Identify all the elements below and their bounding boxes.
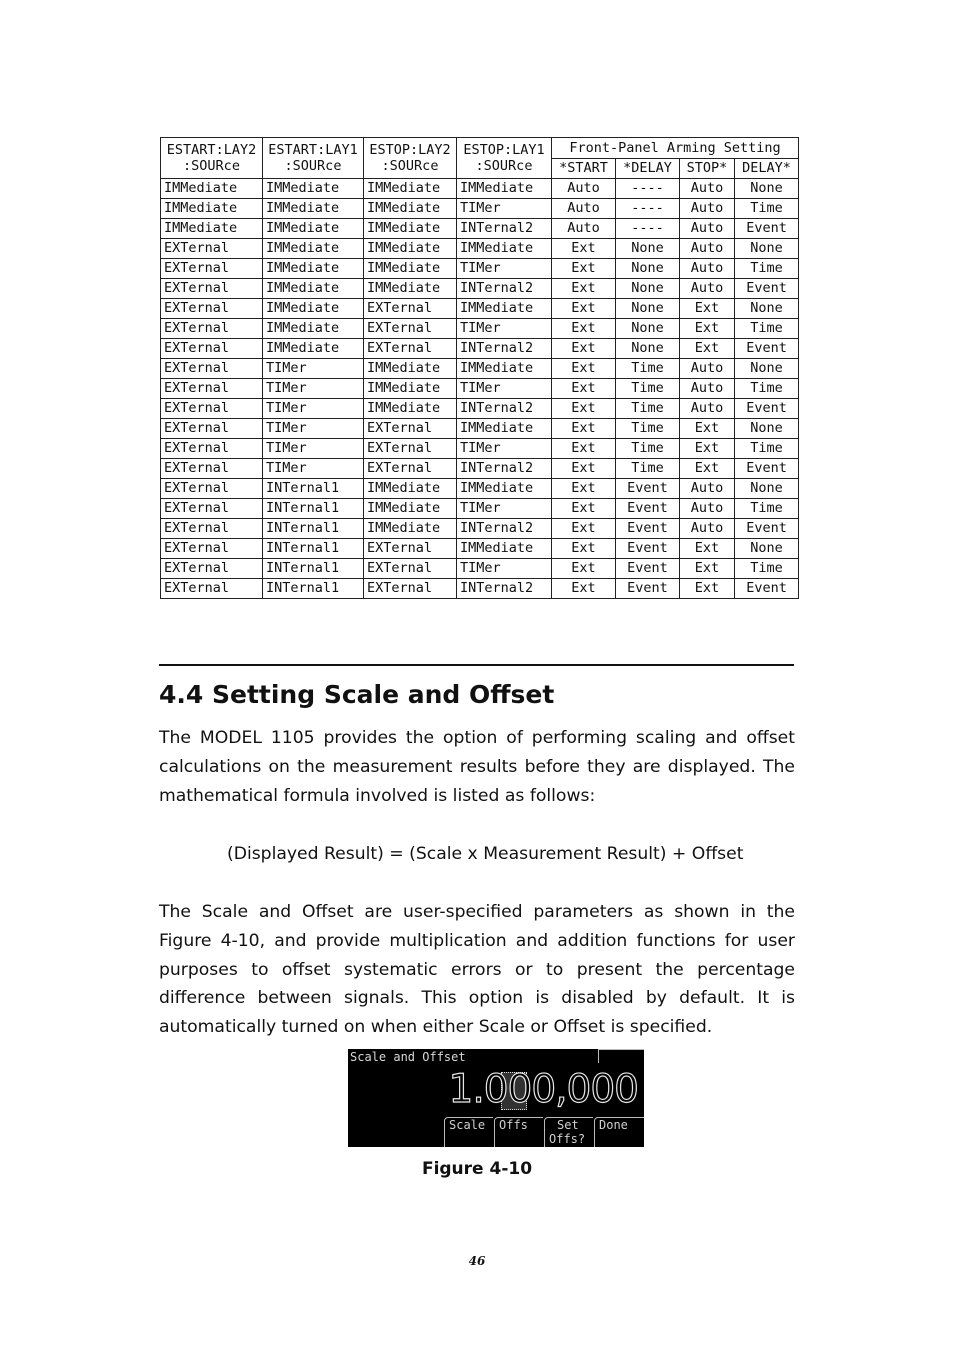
table-cell: IMMediate <box>263 299 364 319</box>
header-line: ESTOP:LAY2 <box>369 142 451 158</box>
header-line: ESTART:LAY1 <box>268 142 358 158</box>
table-cell: None <box>735 539 799 559</box>
table-cell: Auto <box>680 179 735 199</box>
table-cell: IMMediate <box>263 199 364 219</box>
table-cell: Ext <box>552 539 616 559</box>
table-cell: Ext <box>680 559 735 579</box>
table-cell: Auto <box>680 359 735 379</box>
lcd-title-bracket <box>598 1049 644 1063</box>
table-cell: Ext <box>552 339 616 359</box>
arming-table-header <box>161 138 799 179</box>
table-cell: IMMediate <box>364 279 457 299</box>
header-start: *START <box>552 158 616 179</box>
table-cell: IMMediate <box>263 259 364 279</box>
table-cell: IMMediate <box>161 199 263 219</box>
table-cell: IMMediate <box>263 239 364 259</box>
table-cell: EXTernal <box>161 579 263 599</box>
table-cell: EXTernal <box>161 459 263 479</box>
table-cell: Ext <box>680 459 735 479</box>
table-cell: EXTernal <box>161 499 263 519</box>
table-cell: Auto <box>552 219 616 239</box>
table-cell: None <box>735 239 799 259</box>
header-estop-lay1 <box>457 138 552 179</box>
table-cell: EXTernal <box>364 319 457 339</box>
table-cell: IMMediate <box>457 239 552 259</box>
table-cell: EXTernal <box>161 259 263 279</box>
table-cell: EXTernal <box>161 519 263 539</box>
table-row <box>161 479 799 499</box>
softkey-offs <box>494 1117 543 1147</box>
table-cell: Event <box>616 499 680 519</box>
table-cell: Auto <box>680 219 735 239</box>
softkey-label: Offs? <box>549 1132 586 1146</box>
table-row <box>161 299 799 319</box>
formula: (Displayed Result) = (Scale x Measurement Result) + Offset <box>227 844 744 864</box>
header-front-panel-arming: Front-Panel Arming Setting <box>552 138 799 159</box>
table-row <box>161 219 799 239</box>
softkey-set-offs <box>544 1117 593 1147</box>
table-cell: IMMediate <box>457 419 552 439</box>
table-cell: INTernal1 <box>263 519 364 539</box>
table-cell: Ext <box>680 439 735 459</box>
table-cell: ---- <box>616 199 680 219</box>
table-cell: EXTernal <box>364 439 457 459</box>
table-cell: EXTernal <box>161 379 263 399</box>
table-cell: None <box>616 259 680 279</box>
table-cell: Event <box>735 399 799 419</box>
table-row <box>161 259 799 279</box>
table-cell: Ext <box>552 259 616 279</box>
table-cell: Auto <box>680 259 735 279</box>
lcd-screen-figure <box>348 1049 644 1147</box>
table-cell: EXTernal <box>161 419 263 439</box>
header-estart-lay2 <box>161 138 263 179</box>
section-heading: 4.4 Setting Scale and Offset <box>159 680 555 709</box>
table-cell: IMMediate <box>263 279 364 299</box>
table-row <box>161 459 799 479</box>
table-cell: Ext <box>552 239 616 259</box>
table-cell: Time <box>735 259 799 279</box>
table-cell: TIMer <box>457 259 552 279</box>
table-cell: Time <box>616 419 680 439</box>
figure-caption: Figure 4-10 <box>421 1159 533 1179</box>
table-cell: EXTernal <box>161 279 263 299</box>
table-cell: None <box>735 479 799 499</box>
table-cell: Time <box>616 359 680 379</box>
header-line: :SOURce <box>183 158 240 174</box>
arming-table-body <box>161 179 799 599</box>
table-cell: None <box>735 359 799 379</box>
table-cell: TIMer <box>263 399 364 419</box>
table-row <box>161 319 799 339</box>
table-cell: Ext <box>680 539 735 559</box>
header-line: ESTOP:LAY1 <box>463 142 545 158</box>
table-cell: EXTernal <box>364 419 457 439</box>
table-cell: Time <box>735 319 799 339</box>
table-cell: Ext <box>552 439 616 459</box>
lcd-scale-value: 1.000,000 <box>448 1067 638 1112</box>
table-cell: IMMediate <box>161 179 263 199</box>
table-cell: TIMer <box>457 499 552 519</box>
table-cell: IMMediate <box>263 319 364 339</box>
table-cell: Ext <box>680 299 735 319</box>
table-cell: INTernal2 <box>457 519 552 539</box>
table-cell: IMMediate <box>364 359 457 379</box>
table-cell: Time <box>735 559 799 579</box>
table-cell: Ext <box>552 479 616 499</box>
table-cell: Ext <box>680 579 735 599</box>
table-cell: IMMediate <box>364 499 457 519</box>
table-cell: Ext <box>552 299 616 319</box>
table-cell: Event <box>735 519 799 539</box>
table-cell: Auto <box>680 199 735 219</box>
table-row <box>161 579 799 599</box>
table-cell: INTernal2 <box>457 399 552 419</box>
table-cell: IMMediate <box>457 539 552 559</box>
table-cell: IMMediate <box>457 179 552 199</box>
softkey-label: Set <box>557 1118 579 1132</box>
table-cell: Ext <box>552 279 616 299</box>
table-cell: Auto <box>680 399 735 419</box>
table-cell: Ext <box>552 419 616 439</box>
table-cell: Auto <box>680 519 735 539</box>
table-cell: Auto <box>680 379 735 399</box>
table-cell: ---- <box>616 219 680 239</box>
table-cell: EXTernal <box>161 439 263 459</box>
table-cell: None <box>616 299 680 319</box>
table-cell: Time <box>735 379 799 399</box>
table-cell: Event <box>616 539 680 559</box>
table-cell: EXTernal <box>364 459 457 479</box>
table-cell: IMMediate <box>364 479 457 499</box>
table-cell: Event <box>616 479 680 499</box>
table-cell: None <box>616 319 680 339</box>
arming-table <box>160 137 799 599</box>
table-cell: TIMer <box>263 359 364 379</box>
table-cell: Auto <box>680 279 735 299</box>
header-delay: *DELAY <box>616 158 680 179</box>
table-row <box>161 239 799 259</box>
table-cell: Event <box>616 519 680 539</box>
header-line: :SOURce <box>284 158 342 174</box>
table-cell: Auto <box>680 479 735 499</box>
table-cell: IMMediate <box>364 399 457 419</box>
table-cell: None <box>735 179 799 199</box>
table-cell: EXTernal <box>161 559 263 579</box>
table-cell: TIMer <box>457 379 552 399</box>
table-cell: Ext <box>552 359 616 379</box>
table-cell: Ext <box>680 319 735 339</box>
table-cell: EXTernal <box>161 399 263 419</box>
table-cell: IMMediate <box>263 339 364 359</box>
table-cell: None <box>616 239 680 259</box>
table-cell: EXTernal <box>161 479 263 499</box>
table-cell: TIMer <box>263 439 364 459</box>
table-cell: IMMediate <box>263 219 364 239</box>
table-row <box>161 559 799 579</box>
table-row <box>161 199 799 219</box>
table-row <box>161 519 799 539</box>
table-cell: IMMediate <box>457 359 552 379</box>
page-number: 46 <box>468 1254 486 1268</box>
table-cell: EXTernal <box>161 319 263 339</box>
softkey-label: Offs <box>499 1118 528 1132</box>
table-row <box>161 279 799 299</box>
softkey-label: Scale <box>449 1118 486 1132</box>
table-cell: IMMediate <box>364 259 457 279</box>
header-line: :SOURce <box>381 158 439 174</box>
table-cell: INTernal2 <box>457 459 552 479</box>
table-cell: Auto <box>680 499 735 519</box>
table-cell: Ext <box>680 339 735 359</box>
table-row <box>161 499 799 519</box>
table-cell: INTernal1 <box>263 539 364 559</box>
table-cell: Ext <box>552 579 616 599</box>
header-line: :SOURce <box>475 158 533 174</box>
table-cell: EXTernal <box>364 299 457 319</box>
table-cell: Auto <box>552 199 616 219</box>
table-cell: Event <box>735 339 799 359</box>
table-row <box>161 179 799 199</box>
header-stop: STOP* <box>680 158 735 179</box>
table-cell: EXTernal <box>161 359 263 379</box>
table-cell: INTernal2 <box>457 339 552 359</box>
table-cell: Ext <box>552 499 616 519</box>
description-paragraph: The Scale and Offset are user-specified parameters as shown in the Figure 4-10, and provide multiplication and addition functions for user purposes to offset systematic errors or to present the percentage difference between signals. This option is disabled by default. It is automatically turned on when either Scale or Offset is specified. <box>159 902 795 1038</box>
table-cell: Event <box>735 579 799 599</box>
table-cell: EXTernal <box>364 539 457 559</box>
table-cell: Event <box>616 579 680 599</box>
section-divider <box>159 664 794 666</box>
table-cell: Ext <box>552 399 616 419</box>
table-row <box>161 439 799 459</box>
table-cell: IMMediate <box>364 239 457 259</box>
table-cell: Time <box>735 499 799 519</box>
table-cell: Time <box>616 399 680 419</box>
table-cell: IMMediate <box>457 479 552 499</box>
table-row <box>161 419 799 439</box>
table-cell: Time <box>735 199 799 219</box>
table-cell: Event <box>735 459 799 479</box>
table-cell: INTernal2 <box>457 279 552 299</box>
table-cell: TIMer <box>457 559 552 579</box>
table-cell: TIMer <box>457 319 552 339</box>
table-cell: TIMer <box>263 419 364 439</box>
intro-paragraph: The MODEL 1105 provides the option of performing scaling and offset calculations on the measurement results before they are displayed. The mathematical formula involved is listed as follows: <box>159 728 795 806</box>
table-cell: EXTernal <box>364 339 457 359</box>
table-cell: INTernal1 <box>263 579 364 599</box>
table-cell: TIMer <box>457 439 552 459</box>
table-cell: Time <box>616 459 680 479</box>
table-cell: Ext <box>680 419 735 439</box>
table-cell: Ext <box>552 559 616 579</box>
table-cell: IMMediate <box>161 219 263 239</box>
header-estart-lay1 <box>263 138 364 179</box>
table-cell: Auto <box>552 179 616 199</box>
table-row <box>161 339 799 359</box>
table-cell: Event <box>616 559 680 579</box>
table-cell: EXTernal <box>161 539 263 559</box>
table-cell: None <box>735 299 799 319</box>
table-cell: Ext <box>552 379 616 399</box>
softkey-done <box>594 1117 644 1147</box>
table-cell: TIMer <box>263 459 364 479</box>
table-cell: INTernal2 <box>457 219 552 239</box>
table-cell: INTernal1 <box>263 499 364 519</box>
table-cell: Time <box>616 379 680 399</box>
table-cell: Time <box>616 439 680 459</box>
table-cell: IMMediate <box>364 199 457 219</box>
table-cell: Ext <box>552 519 616 539</box>
table-cell: Ext <box>552 459 616 479</box>
table-cell: None <box>616 279 680 299</box>
table-row <box>161 539 799 559</box>
table-cell: EXTernal <box>161 299 263 319</box>
table-cell: Event <box>735 219 799 239</box>
table-row <box>161 399 799 419</box>
table-cell: Auto <box>680 239 735 259</box>
table-cell: None <box>616 339 680 359</box>
lcd-screen-title: Scale and Offset <box>350 1050 466 1064</box>
table-cell: Time <box>735 439 799 459</box>
header-estop-lay2 <box>364 138 457 179</box>
table-cell: Ext <box>552 319 616 339</box>
table-cell: TIMer <box>263 379 364 399</box>
header-line: ESTART:LAY2 <box>166 142 257 158</box>
table-cell: EXTernal <box>161 339 263 359</box>
table-cell: ---- <box>616 179 680 199</box>
table-cell: IMMediate <box>263 179 364 199</box>
table-cell: EXTernal <box>364 559 457 579</box>
table-cell: IMMediate <box>364 379 457 399</box>
table-cell: EXTernal <box>161 239 263 259</box>
table-cell: IMMediate <box>364 519 457 539</box>
softkey-label: Done <box>599 1118 628 1132</box>
table-row <box>161 359 799 379</box>
table-cell: IMMediate <box>364 179 457 199</box>
table-cell: Event <box>735 279 799 299</box>
table-cell: INTernal1 <box>263 559 364 579</box>
table-cell: INTernal1 <box>263 479 364 499</box>
header-delay-end: DELAY* <box>735 158 799 179</box>
table-cell: None <box>735 419 799 439</box>
table-cell: IMMediate <box>364 219 457 239</box>
table-cell: IMMediate <box>457 299 552 319</box>
table-row <box>161 379 799 399</box>
table-cell: INTernal2 <box>457 579 552 599</box>
softkey-scale <box>444 1117 493 1147</box>
table-cell: EXTernal <box>364 579 457 599</box>
table-cell: TIMer <box>457 199 552 219</box>
